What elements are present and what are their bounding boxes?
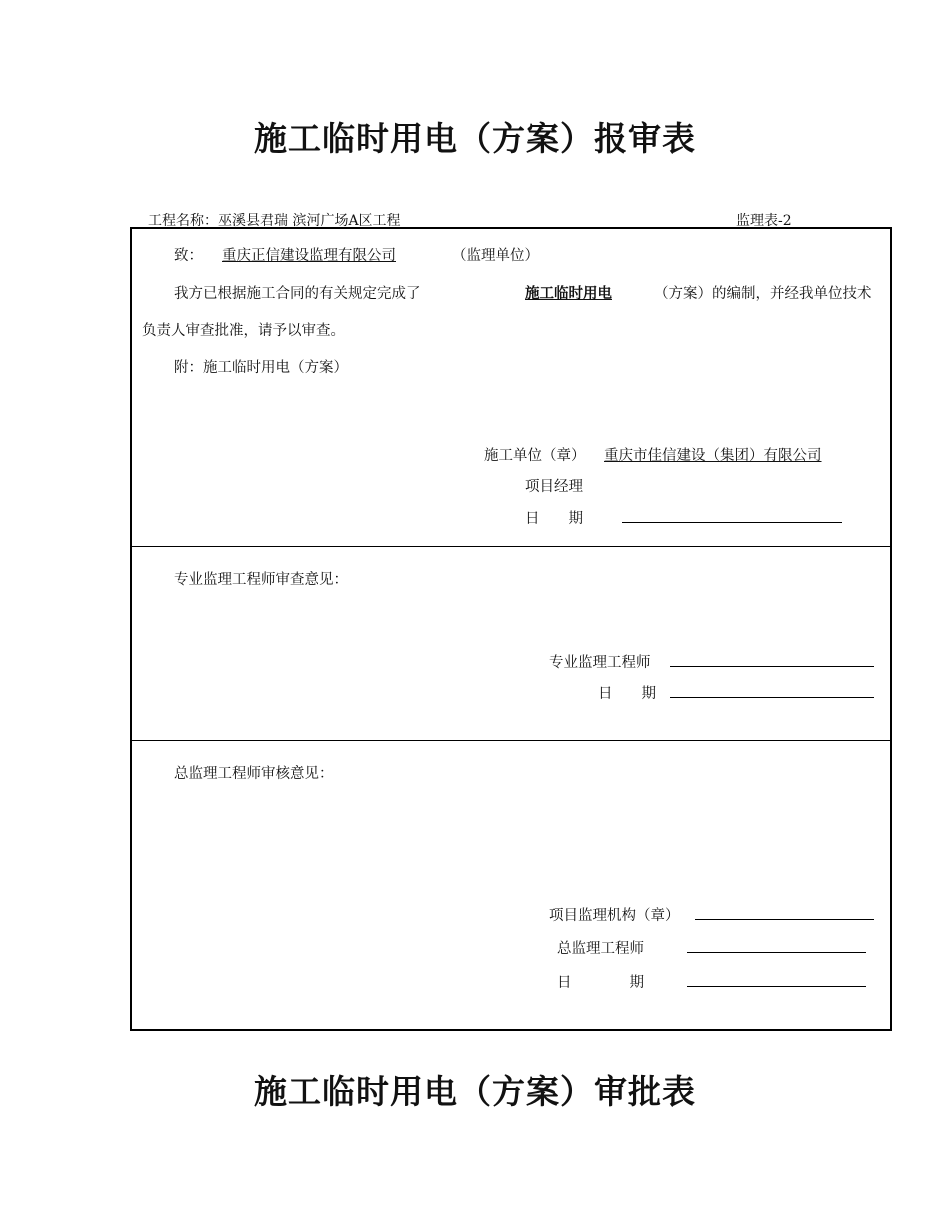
- submission-text-end: 负责人审查批准，请予以审查。: [142, 323, 345, 339]
- chief-engineer-label: 总监理工程师: [557, 941, 644, 957]
- form-number: 监理表-2: [736, 213, 792, 229]
- submission-text-cont: （方案）的编制，并经我单位技术: [654, 286, 872, 302]
- project-name: 工程名称：巫溪县君瑞 滨河广场A区工程: [148, 213, 401, 229]
- engineer-date-line: [670, 697, 874, 698]
- divider: [132, 546, 890, 547]
- next-form-title: 施工临时用电（方案）审批表: [254, 1072, 696, 1111]
- chief-engineer-line: [687, 952, 866, 953]
- project-manager-label: 项目经理: [525, 479, 583, 495]
- engineer-date-label: 日 期: [598, 686, 656, 702]
- submit-date-line: [622, 522, 842, 523]
- attachment-note: 附：施工临时用电（方案）: [174, 360, 348, 376]
- engineer-label: 专业监理工程师: [549, 655, 651, 671]
- recipient-suffix: （监理单位）: [452, 248, 539, 264]
- page-title: 施工临时用电（方案）报审表: [254, 119, 696, 158]
- submit-date-label: 日 期: [525, 511, 583, 527]
- supervision-org-label: 项目监理机构（章）: [549, 908, 680, 924]
- chief-date-line: [687, 986, 866, 987]
- supervision-org-line: [695, 919, 874, 920]
- plan-subject: 施工临时用电: [525, 286, 612, 302]
- engineer-opinion-heading: 专业监理工程师审查意见：: [174, 572, 348, 588]
- review-form: [130, 227, 892, 1031]
- chief-opinion-heading: 总监理工程师审核意见：: [174, 766, 334, 782]
- chief-date-label: 日 期: [557, 975, 644, 991]
- to-prefix: 致：: [174, 248, 203, 264]
- recipient-org: 重庆正信建设监理有限公司: [222, 248, 396, 264]
- contractor-label: 施工单位（章）: [484, 448, 586, 464]
- submission-text: 我方已根据施工合同的有关规定完成了: [174, 286, 421, 302]
- divider: [132, 740, 890, 741]
- engineer-signature-line: [670, 666, 874, 667]
- contractor-name: 重庆市佳信建设（集团）有限公司: [604, 448, 822, 464]
